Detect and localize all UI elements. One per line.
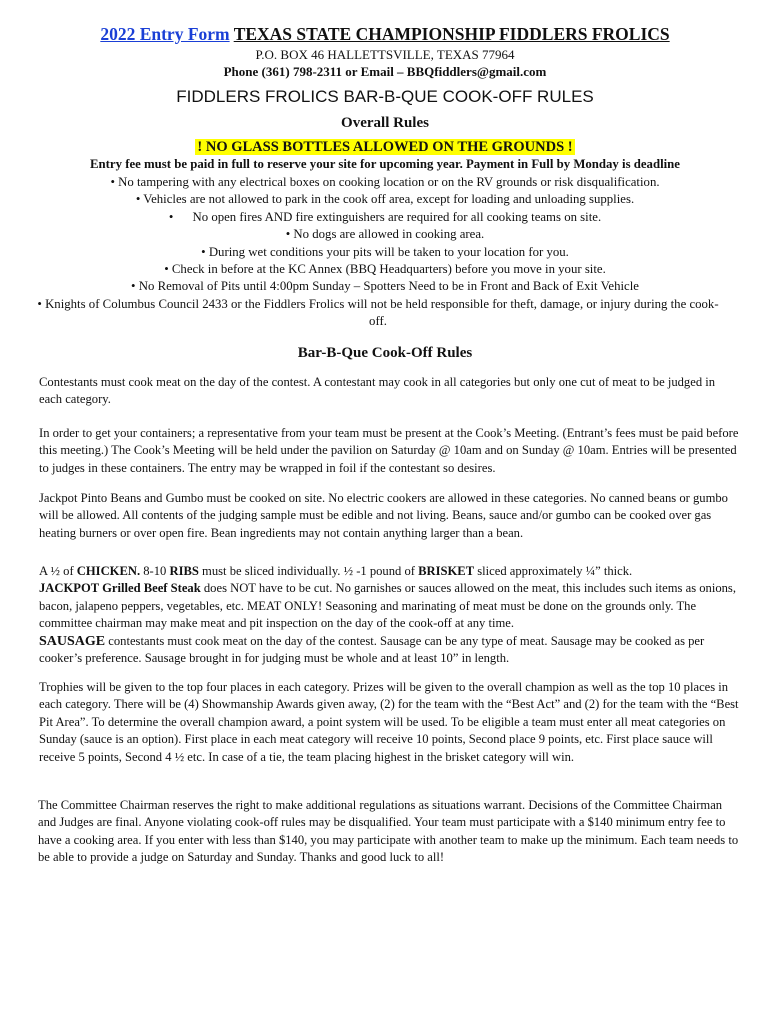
list-item: • Check in before at the KC Annex (BBQ Headquarters) before you move in your site. [164, 262, 606, 277]
paragraph-trophies: Trophies will be given to the top four places in each category. Prizes will be given to the overall champion as well as the top 10 places in each category. There will be (4) Showmanship Awards given away, (2) for the team with the “Best Act” and (2) for the team with the “Best Pit Area”. To determine the overall champion award, a point system will be used. To be eligible a team must enter all meat categories on Sunday (sauce is an option). First place in each meat category will receive 10 points, Second place 9 points, etc. First place sauce will receive 5 points, Second 4 ½ etc. In case of a tie, the team placing highest in the brisket category will win. [39, 680, 739, 764]
chicken-label: CHICKEN. [76, 564, 141, 578]
list-item: • No Removal of Pits until 4:00pm Sunday – Spotters Need to be in Front and Back of Exit Vehicle [131, 279, 639, 294]
text-run: does NOT have to be cut. No garnishes or sauces allowed on the meat, this includes such items as onions, bacon, jalapeno peppers, vegetables, etc. MEAT ONLY! Seasoning and marinating of meat must be done on the grounds only. The committee chairman may make meat and pit inspection on the day of the cook-off at any time. [39, 581, 736, 631]
text-run: contestants must cook meat on the day of the contest. Sausage can be any type of meat. Sausage may be cooked as per cooker’s preference. Sausage brought in for judging must be whole and at least 10” in length. [39, 633, 705, 666]
contact-line: Phone (361) 798-2311 or Email – BBQfiddlers@gmail.com [223, 64, 547, 79]
list-item: • Vehicles are not allowed to park in the cook off area, except for loading and unloading supplies. [135, 192, 635, 207]
brisket-label: BRISKET [418, 564, 475, 578]
paragraph-containers: In order to get your containers; a representative from your team must be present at the Cook’s Meeting. (Entrant’s fees must be paid before this meeting.) The Cook’s Meeting will be held under the pavilion on Saturday @ 10am and on Sunday @ 10am. Entries will be presented to judges in these containers. The entry may be wrapped in foil if the contestant so desires. [39, 426, 739, 475]
entry-fee-notice: Entry fee must be paid in full to reserve your site for upcoming year. Payment in Full by Monday is deadline [90, 157, 680, 171]
page-title: TEXAS STATE CHAMPIONSHIP FIDDLERS FROLICS [233, 24, 670, 44]
header-title-line [0, 24, 770, 45]
list-item: • Knights of Columbus Council 2433 or the Fiddlers Frolics will not be held responsible for theft, damage, or injury during the cook-off. [37, 296, 719, 329]
bbq-rules-heading: Bar-B-Que Cook-Off Rules [297, 345, 473, 361]
text-run: 8-10 [140, 564, 170, 578]
text-run: A ½ of [39, 564, 77, 578]
address-line: P.O. BOX 46 HALLETTSVILLE, TEXAS 77964 [255, 47, 515, 62]
ribs-label: RIBS [169, 564, 199, 578]
paragraph-committee: The Committee Chairman reserves the right to make additional regulations as situations warrant. Decisions of the Committee Chairman and Judges are final. Anyone violating cook-off rules may be disqualified. Your team must participate with a $140 minimum entry fee to have a cooking area. If you enter with less than $140, you may participate with another team to make up the minimum. Each team needs to be able to provide a judge on Saturday and Sunday. Thanks and good luck to all! [38, 798, 739, 865]
rules-heading: FIDDLERS FROLICS BAR-B-QUE COOK-OFF RULES [176, 87, 594, 106]
sausage-label: SAUSAGE [39, 633, 106, 649]
paragraph-meats [39, 563, 741, 667]
overall-rules-heading: Overall Rules [341, 115, 429, 131]
list-item: • No open fires AND fire extinguishers are required for all cooking teams on site. [168, 209, 602, 224]
steak-label: JACKPOT Grilled Beef Steak [39, 581, 201, 596]
entry-form-link[interactable]: 2022 Entry Form [100, 24, 230, 44]
text-run: must be sliced individually. ½ -1 pound of [198, 564, 419, 578]
glass-warning: ! NO GLASS BOTTLES ALLOWED ON THE GROUNDS ! [197, 139, 573, 155]
overall-rules-list [0, 174, 770, 331]
glass-warning-row [0, 138, 770, 156]
paragraph-contestants: Contestants must cook meat on the day of the contest. A contestant may cook in all categories but only one cut of meat to be judged in each category. [39, 375, 716, 407]
text-run: sliced approximately ¼” thick. [474, 564, 633, 578]
list-item: • No tampering with any electrical boxes on cooking location or on the RV grounds or risk disqualification. [110, 175, 660, 189]
paragraph-beans-gumbo: Jackpot Pinto Beans and Gumbo must be cooked on site. No electric cookers are allowed in these categories. No canned beans or gumbo will be allowed. All contents of the judging sample must be edible and not living. Beans, sauce and/or gumbo can be cooked over gas heating burners or over open fire. Bean ingredients may not contain anything larger than a bean. [39, 491, 728, 540]
list-item: • No dogs are allowed in cooking area. [285, 227, 485, 242]
list-item: • During wet conditions your pits will be taken to your location for you. [201, 244, 569, 259]
